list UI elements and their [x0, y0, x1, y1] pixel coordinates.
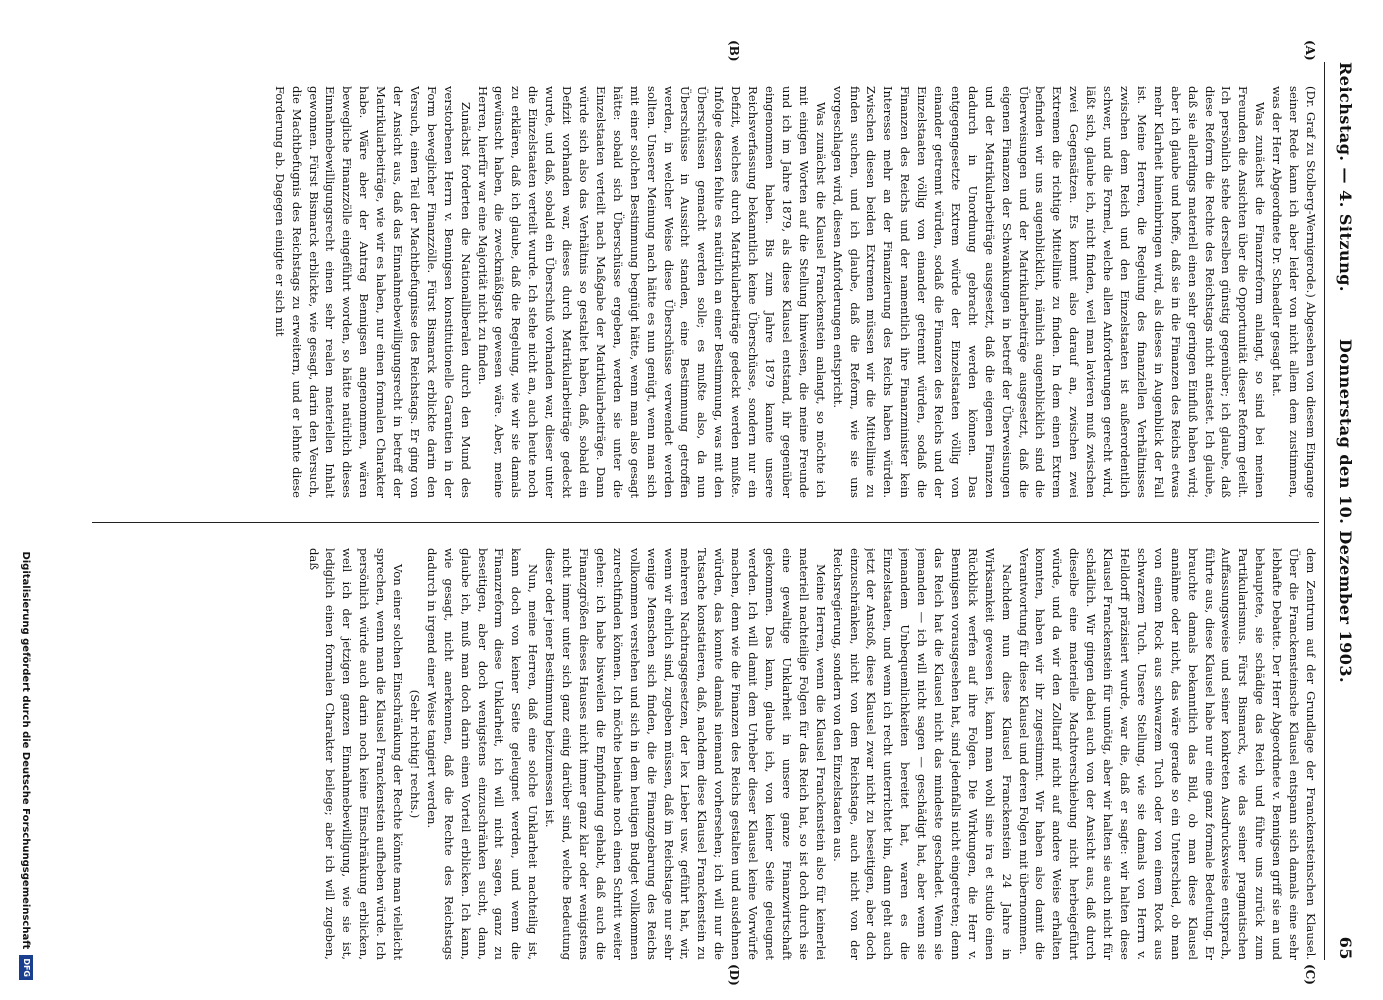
paragraph: Zunächst forderten die Nationalliberalen durch den Mund des verstorbenen Herrn v. Bennigsen konstitutionelle Garantien in der Form beweglicher Finanzzölle. Fürst Bismarck erblickte darin den Versuch, einen Teil der Machtbefugnisse des Reichstags. Er ging von der Ansicht aus, daß das Einnahmebewilligungsrecht in betreff der Matrikularbeiträge, wie wir es haben, nur einen formalen Charakter habe. Wäre aber der Antrag Bennigsen angenommen, wären bewegliche Finanzzölle eingeführt worden, so hätte natürlich dieses Einnahmebewilligungsrecht einen sehr realen materiellen Inhalt gewonnen. Fürst Bismarck erblickte, wie gesagt, darin den Versuch, die Machtbefugnis des Reichstags zu erweitern, und er lehnte diese Forderung ab. Dagegen einigte er sich mit	[272, 86, 473, 498]
credit-text: Digitalisierung gefördert durch die Deutsche Forschungsgemeinschaft	[20, 551, 32, 950]
dfg-logo: DFG	[19, 955, 33, 980]
marker-b: (B)	[727, 40, 741, 62]
paragraph: dem Zentrum auf der Grundlage der Franckensteinschen Klausel. Über die Franckensteinsche Klausel entspann sich damals eine sehr lebhafte Debatte. Der Herr Abgeordnete v. Bennigsen griff sie an und behauptete, sie schädige das Reich und führe uns zurück zum Partikularismus. Fürst Bismarck, wie das seiner pragmatischen Auffassungsweise und seiner konkreten Ausdrucksweise entsprach, führte aus, diese Klausel habe nur eine ganz formale Bedeutung. Er brauchte damals bekanntlich das Bild, ob man diese Klausel annähme oder nicht, das wäre gerade so ein Unterschied, ob man von einem Rock aus schwarzem Tuch oder von einem Rock aus schwarzem Tuch. Unsere Stellung, wie sie damals von Herrn v. Helldorff präzisiert wurde, war die, daß er sagte: wir halten diese Klausel Franckenstein für unnötig, aber wir halten sie auch nicht für schädlich. Wir gingen dabei auch von der Ansicht aus, daß durch dieselbe eine materielle Machtverschiebung nicht herbeigeführt würde, und da wir den Zolltarif nicht auf andere Weise erhalten konnten, haben wir ihr zugestimmt. Wir haben also damit die Verantwortung für diese Klausel und deren Folgen mit übernommen.	[1016, 548, 1318, 960]
column-divider	[92, 522, 1319, 523]
header-left: Reichstag. — 4. Sitzung.	[1336, 62, 1355, 292]
paragraph: Was zunächst die Klausel Franckenstein anlangt, so möchte ich mit einigen Worten auf die Stellung hinweisen, die meine Freunde und ich im Jahre 1879, als diese Klausel entstand, ihr gegenüber eingenommen haben. Bis zum Jahre 1879 kannte unsere Reichsverfassung bekanntlich keine Überschüsse, sondern nur ein Defizit, welches durch Matrikularbeiträge gedeckt werden mußte. Infolge dessen fehlte es natürlich an einer Bestimmung, was mit den Überschüssen gemacht werden solle; es mußte also, da nun Überschüsse in Aussicht standen, eine Bestimmung getroffen werden, in welcher Weise diese Überschüsse verwendet werden sollten. Unserer Meinung nach hätte es nun genügt, wenn man sich mit einer solchen Bestimmung begnügt hätte, wenn man also gesagt hätte: sobald sich Überschüsse ergeben, werden sie unter die Einzelstaaten verteilt nach Maßgabe der Matrikularbeiträge. Dann würde sich also das Verhältnis so gestaltet haben, daß, sobald ein Defizit vorhanden war, dieses durch Matrikularbeiträge gedeckt wurde, und daß, sobald ein Überschuß vorhanden war, dieser unter die Einzelstaaten verteilt wurde. Ich stehe nicht an, auch heute noch zu erklären, daß ich glaube, daß die Regelung, wie wir sie damals gewünscht haben, die zweckmäßigste gewesen wäre. Aber, meine Herren, hierfür war eine Majorität nicht zu finden.	[475, 86, 828, 498]
text-column-right	[92, 548, 1319, 960]
paragraph: Meine Herren, wenn die Klausel Franckenstein also für keinerlei materiell nachteilige Folgen für das Reich hat, so ist doch durch sie eine gewaltige Unklarheit in unsere ganze Finanzwirtschaft gekommen. Das kann, glaube ich, von keiner Seite geleugnet werden. Ich will damit dem Urheber dieser Klausel keine Vorwürfe machen, denn wie die Finanzen des Reichs gestalten und ausdehnen würden, das konnte damals niemand vorhersehen; ich will nur die Tatsache konstatieren, daß, nachdem diese Klausel Franckenstein zu mehreren Nachtragsgesetzen, der lex Lieber usw. geführt hat, wir, wenn wir ehrlich sind, zugeben müssen, daß im Reichstage nur sehr wenige Menschen sich finden, die die Finanzgebarung des Reichs vollkommen verstehen und sich in dem heutigen Budget vollkommen zurechtfinden können. Ich möchte beinahe noch einen Schritt weiter gehen: ich habe bisweilen die Empfindung gehabt, daß auch die Finanzgrößen dieses Hauses nicht immer ganz klar oder wenigstens nicht immer unter sich ganz einig darüber sind, welche Bedeutung dieser oder jener Bestimmung beizumessen ist.	[543, 548, 828, 960]
interjection: (Sehr richtig! rechts.)	[407, 689, 422, 819]
page-header	[1329, 62, 1363, 960]
paragraph: (Dr. Graf zu Stolberg-Wernigerode.) Abgesehen von diesem Eingange seiner Rede kann ich aber leider von nicht allem dem zustimmen, was der Herr Abgeordnete Dr. Schaedler gesagt hat.	[1270, 86, 1318, 498]
header-rule	[1324, 62, 1325, 960]
page-number: 65	[1336, 936, 1355, 960]
paragraph: Von einer solchen Einschränkung der Rechte könnte man vielleicht sprechen, wenn man die Klausel Franckenstein aufheben würde. Ich persönlich würde auch darin noch keine Einschränkung erblicken, weil ich der jetzigen ganzen Einnahmebewilligung, wie sie ist, lediglich einen formalen Charakter beilege; aber ich will zugeben, daß	[306, 548, 406, 960]
marker-a: (A)	[1303, 40, 1317, 61]
marker-c: (C)	[1303, 964, 1317, 985]
text-column-left	[92, 86, 1319, 498]
digitization-credit	[12, 20, 40, 980]
marker-d: (D)	[727, 964, 741, 986]
paragraph: Nachdem nun diese Klausel Franckenstein 24 Jahre in Wirksamkeit gewesen ist, kann man wohl sine ira et studio einen Rückblick werfen auf ihre Folgen. Die Wirkungen, die Herr v. Bennigsen vorausgesehen hat, sind jedenfalls nicht eingetreten; denn das Reich hat die Klausel nicht das mindeste geschadet. Wenn sie jemanden — ich will nicht sagen — geschädigt hat, aber wenn sie jemandem Unbequemlichkeiten bereitet hat, waren es die Einzelstaaten, und wenn ich recht unterrichtet bin, dann geht auch jetzt der Anstoß, diese Klausel zwar nicht zu beseitigen, aber doch einzuschränken, nicht von dem Reichstage, auch nicht von der Reichsregierung, sondern von den Einzelstaaten aus.	[830, 548, 1014, 960]
paragraph: Was zunächst die Finanzreform anlangt, so sind bei meinen Freunden die Ansichten über die Opportunität dieser Reform geteilt. Ich persönlich stehe derselben günstig gegenüber; ich glaube, daß diese Reform die Rechte des Reichstags nicht antastet. Ich glaube, daß sie allerdings materiell einen sehr geringen Einfluß haben wird; aber ich glaube und hoffe, daß sie in die Finanzen des Reichs etwas mehr Klarheit hineinbringen wird, als dieses in Augenblick der Fall ist. Meine Herren, die Regelung des finanziellen Verhältnisses zwischen dem Reich und den Einzelstaaten ist außerordentlich schwer, und die Formel, welche allen Anforderungen gerecht wird, läßt sich, glaube ich, nicht finden, weil man lavieren muß zwischen zwei Gegensätzen. Es kommt also darauf an, zwischen zwei Extremen die richtige Mittellinie zu finden. In dem einen Extrem befinden wir uns augenblicklich, nämlich augenblicklich sind die Überweisungen und der Matrikularbeiträge ausgesetzt, daß die eigenen Finanzen der Schwankungen in betreff der Überweisungen und der Matrikularbeiträge ausgesetzt, daß die eigenen Finanzen dadurch in Unordnung gebracht werden können. Das entgegengesetzte Extrem würde der Einzelstaaten völlig von einander getrennt würden, sodaß die Finanzen des Reichs und der Einzelstaaten völlig von einander getrennt würden, sodaß die Finanzen des Reichs und der namentlich ihre Finanzminister kein Interesse mehr an der Finanzierung des Reichs haben würden. Zwischen diesen beiden Extremen müssen wir die Mittellinie zu finden suchen, und ich glaube, daß die Reform, wie sie uns vorgeschlagen wird, diesen Anforderungen entspricht.	[830, 86, 1268, 498]
paragraph: Nun, meine Herren, daß eine solche Unklarheit nachteilig ist, kann doch von keiner Seite geleugnet werden, und wenn die Finanzreform diese Unklarheit, ich will nicht sagen, ganz zu beseitigen, aber doch wenigstens einzuschränken sucht, dann, glaube ich, muß man doch darin einen Vorteil erblicken. Ich kann, wie gesagt, nicht anerkennen, daß die Rechte des Reichstags dadurch in irgend einer Weise tangiert werden.	[424, 548, 541, 960]
header-date: Donnerstag den 10. Dezember 1903.	[1336, 338, 1355, 684]
